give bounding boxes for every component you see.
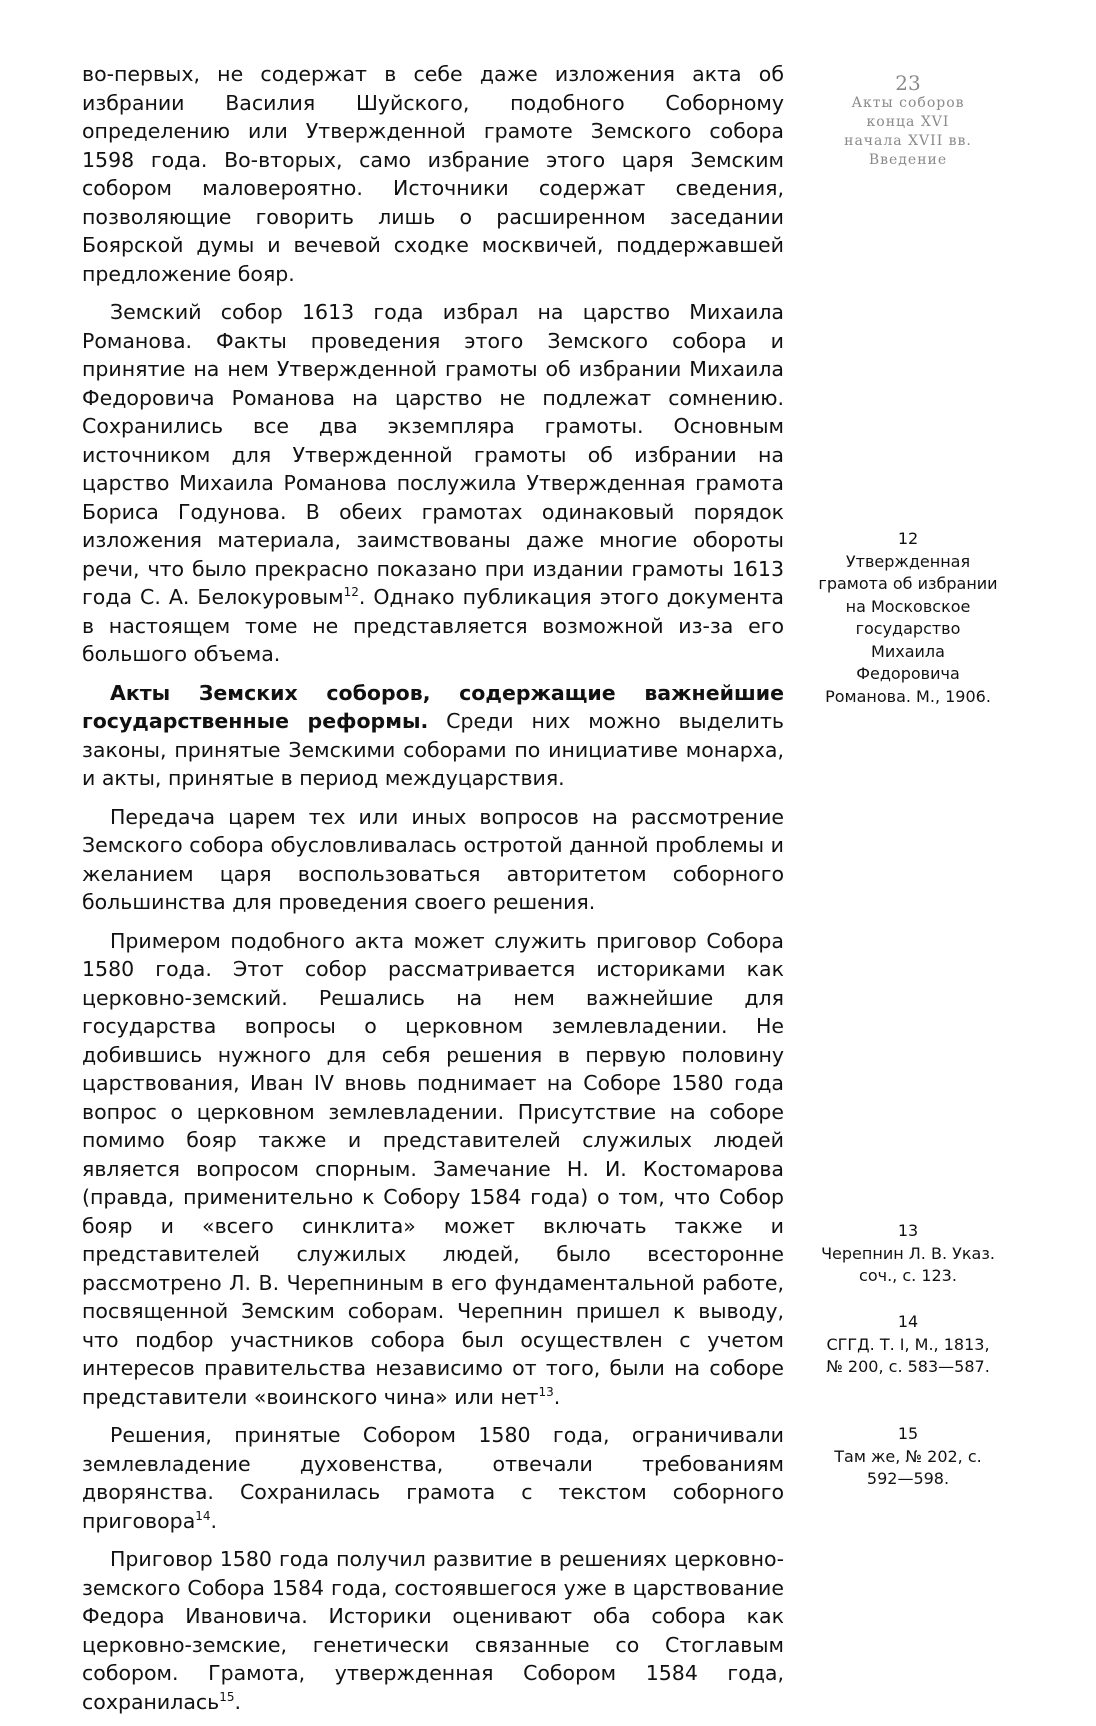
margin-note-number: 13 (897, 1221, 919, 1240)
margin-note-number: 14 (897, 1312, 919, 1331)
margin-note-number: 12 (897, 529, 919, 548)
margin-note-text: Там же, № 202, с. 592—598. (834, 1446, 982, 1488)
paragraph-5-text: Примером подобного акта может служить приговор Собора 1580 года. Этот собор рассматривается историками как церковно-земский. Решались на нем важнейшие для государства вопросы о церковном землевладении. Не добившись нужного для себя решения в первую половину царствования, Иван IV вновь поднимает на Соборе 1580 года вопрос о церковном землевладении. Присутствие на соборе помимо бояр также и представителей служилых людей является вопросом спорным. Замечание Н. И. Костомарова (правда, применительно к Собору 1584 года) о том, что Собор бояр и «всего синклита» может включать также и представителей служилых людей, было всесторонне рассмотрено Л. В. Черепниным в его фундаментальной работе, посвященной Земским соборам. Черепнин пришел к выводу, что подбор участников собора был осуществлен с учетом интересов правительства независимо от того, были на соборе представители «воинского чина» или нет (82, 928, 784, 1409)
paragraph-4-text: Передача царем тех или иных вопросов на рассмотрение Земского собора обусловливалась остротой данной проблемы и желанием царя воспользоваться авторитетом соборного большинства для проведения своего решения. (82, 804, 784, 914)
footnote-ref-14[interactable]: 14 (195, 1508, 211, 1523)
margin-note-13 (818, 1220, 998, 1288)
running-header-line-2: конца XVI (866, 114, 950, 130)
paragraph-4 (82, 803, 784, 917)
margin-note-number: 15 (897, 1424, 919, 1443)
margin-note-14 (818, 1311, 998, 1379)
paragraph-2-tail: . Однако публикация этого документа в настоящем томе не представляется возможной из-за его большого объема. (82, 585, 784, 666)
margin-note-15 (818, 1423, 998, 1491)
section-lead-heading: Акты Земских соборов, содержащие важнейшие государственные реформы. (82, 680, 784, 733)
paragraph-6 (82, 1421, 784, 1535)
paragraph-6-text: Решения, принятые Собором 1580 года, ограничивали землевладение духовенства, отвечали требованиям дворянства. Сохранилась грамота с текстом соборного приговора (82, 1423, 784, 1533)
paragraph-1 (82, 60, 784, 288)
footnote-ref-15[interactable]: 15 (219, 1689, 235, 1704)
paragraph-3 (82, 679, 784, 793)
main-text-column (82, 60, 784, 1726)
footnote-ref-12[interactable]: 12 (343, 585, 359, 600)
paragraph-7-text: Приговор 1580 года получил развитие в решениях церковно-земского Собора 1584 года, состоявшегося уже в царствование Федора Ивановича. Историки оценивают оба собора как церковно-земские, генетически связанные со Стоглавым собором. Грамота, утвержденная Собором 1584 года, сохранилась (82, 1547, 784, 1714)
running-header-line-3: начала XVII вв. (844, 133, 972, 149)
running-header (808, 72, 1008, 170)
paragraph-5-tail: . (553, 1384, 561, 1409)
margin-note-text: СГГД. Т. I, М., 1813, № 200, с. 583—587. (826, 1334, 990, 1376)
paragraph-7 (82, 1545, 784, 1716)
running-header-line-4: Введение (868, 152, 948, 168)
margin-note-text: Черепнин Л. В. Указ. соч., с. 123. (821, 1243, 995, 1285)
paragraph-2-text: Земский собор 1613 года избрал на царство Михаила Романова. Факты проведения этого Земского собора и принятие на нем Утвержденной грамоты об избрании Михаила Федоровича Романова на царство не подлежат сомнению. Сохранились все два экземпляра грамоты. Основным источником для Утвержденной грамоты об избрании на царство Михаила Романова послужила Утвержденная грамота Бориса Годунова. В обеих грамотах одинаковый порядок изложения материала, заимствованы даже многие обороты речи, что было прекрасно показано при издании грамоты 1613 года С. А. Белокуровым (82, 300, 784, 609)
margin-note-12 (818, 528, 998, 708)
running-header-line-1: Акты соборов (851, 95, 965, 111)
paragraph-7-tail: . (234, 1689, 242, 1714)
paragraph-3-text: Среди них можно выделить законы, принятые Земскими соборами по инициативе монарха, и акты, принятые в период междуцарствия. (82, 709, 784, 790)
margin-note-text: Утвержденная грамота об избрании на Московское государство Михаила Федоровича Романова. М., 1906. (818, 551, 998, 706)
page-number: 23 (895, 71, 921, 95)
paragraph-1-text: во-первых, не содержат в себе даже изложения акта об избрании Василия Шуйского, подобного Соборному определению или Утвержденной грамоте Земского собора 1598 года. Во-вторых, само избрание этого царя Земским собором маловероятно. Источники содержат сведения, позволяющие говорить лишь о расширенном заседании Боярской думы и вечевой сходке москвичей, поддержавшей предложение бояр. (82, 62, 784, 286)
paragraph-6-tail: . (210, 1508, 218, 1533)
paragraph-2 (82, 298, 784, 669)
footnote-ref-13[interactable]: 13 (538, 1384, 554, 1399)
paragraph-5 (82, 927, 784, 1412)
